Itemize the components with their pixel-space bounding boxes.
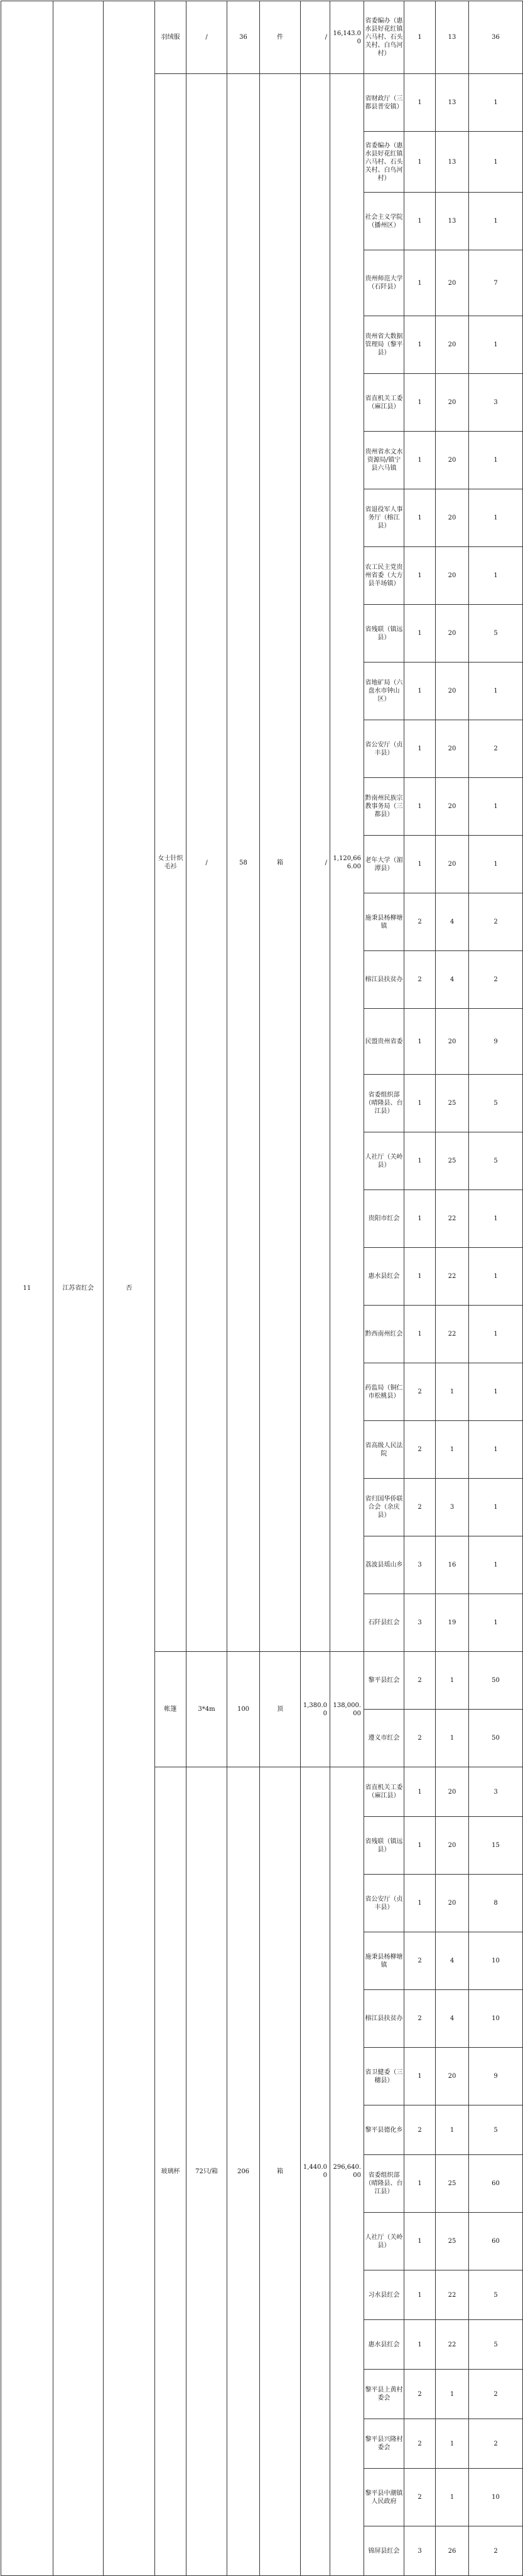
- recipient-cell: 省委编办（惠水县好花红镇六马村、石头关村、白鸟河村）: [364, 132, 404, 193]
- col-b-cell: 20: [436, 489, 469, 547]
- recipient-cell: 省残联（镇远县）: [364, 1817, 404, 1875]
- item-qty-cell: 100: [227, 1652, 260, 1767]
- col-b-cell: 25: [436, 2213, 469, 2270]
- item-unit-cell: 件: [260, 1, 301, 74]
- recipient-cell: 惠水县红会: [364, 2320, 404, 2370]
- col-a-cell: 1: [404, 1009, 436, 1075]
- col-a-cell: 1: [404, 1306, 436, 1363]
- col-a-cell: 1: [404, 1817, 436, 1875]
- col-c-cell: 5: [469, 2105, 523, 2155]
- col-b-cell: 20: [436, 720, 469, 778]
- col-c-cell: 1: [469, 316, 523, 374]
- col-a-cell: 1: [404, 132, 436, 193]
- col-a-cell: 1: [404, 74, 436, 132]
- col-b-cell: 22: [436, 1248, 469, 1306]
- recipient-cell: 石阡县红会: [364, 1594, 404, 1652]
- col-b-cell: 13: [436, 132, 469, 193]
- col-a-cell: 1: [404, 489, 436, 547]
- item-unit-cell: 箱: [260, 1767, 301, 2576]
- recipient-cell: 农工民主党贵州省委（大方县羊场镇）: [364, 547, 404, 605]
- col-b-cell: 20: [436, 1767, 469, 1817]
- col-c-cell: 10: [469, 1932, 523, 1990]
- donation-table: [1, 1, 523, 2576]
- col-a-cell: 1: [404, 2320, 436, 2370]
- col-a-cell: 2: [404, 1990, 436, 2048]
- col-b-cell: 20: [436, 316, 469, 374]
- col-c-cell: 50: [469, 1652, 523, 1710]
- item-spec-cell: /: [186, 74, 227, 1652]
- col-a-cell: 3: [404, 1536, 436, 1594]
- col-b-cell: 25: [436, 1132, 469, 1190]
- recipient-cell: 药监局（铜仁市松桃县）: [364, 1363, 404, 1421]
- col-a-cell: 1: [404, 2155, 436, 2213]
- table-row: [1, 1, 523, 74]
- col-b-cell: 1: [436, 1421, 469, 1479]
- recipient-cell: 荔波县瑶山乡: [364, 1536, 404, 1594]
- item-price-cell: /: [301, 74, 330, 1652]
- col-c-cell: 1: [469, 489, 523, 547]
- item-amount-cell: 16,143.00: [330, 1, 364, 74]
- col-c-cell: 8: [469, 1875, 523, 1932]
- col-b-cell: 1: [436, 2469, 469, 2526]
- col-a-cell: 1: [404, 316, 436, 374]
- col-b-cell: 25: [436, 2155, 469, 2213]
- item-name-cell: 女士针织毛衫: [155, 74, 186, 1652]
- col-b-cell: 13: [436, 1, 469, 74]
- col-b-cell: 3: [436, 1479, 469, 1536]
- col-b-cell: 1: [436, 1363, 469, 1421]
- col-c-cell: 1: [469, 1306, 523, 1363]
- seq-cell: 11: [1, 1, 53, 2576]
- col-b-cell: 13: [436, 193, 469, 250]
- recipient-cell: 社会主义学院（播州区）: [364, 193, 404, 250]
- recipient-cell: 省公安厅（贞丰县）: [364, 720, 404, 778]
- item-qty-cell: 206: [227, 1767, 260, 2576]
- col-a-cell: 1: [404, 836, 436, 893]
- col-b-cell: 13: [436, 74, 469, 132]
- col-c-cell: 5: [469, 1075, 523, 1132]
- col-a-cell: 1: [404, 720, 436, 778]
- col-a-cell: 1: [404, 605, 436, 663]
- col-a-cell: 1: [404, 1075, 436, 1132]
- recipient-cell: 省财政厅（三都县普安镇）: [364, 74, 404, 132]
- col-c-cell: 60: [469, 2213, 523, 2270]
- col-a-cell: 3: [404, 1594, 436, 1652]
- col-c-cell: 7: [469, 250, 523, 316]
- col-a-cell: 1: [404, 1190, 436, 1248]
- col-b-cell: 20: [436, 2048, 469, 2105]
- col-a-cell: 2: [404, 1932, 436, 1990]
- col-a-cell: 1: [404, 1875, 436, 1932]
- recipient-cell: 榕江县扶贫办: [364, 951, 404, 1009]
- col-b-cell: 20: [436, 1875, 469, 1932]
- col-c-cell: 1: [469, 547, 523, 605]
- item-price-cell: 1,440.00: [301, 1767, 330, 2576]
- col-c-cell: 2: [469, 951, 523, 1009]
- table-body: [1, 1, 523, 2576]
- col-a-cell: 2: [404, 1421, 436, 1479]
- recipient-cell: 施秉县杨柳塘镇: [364, 1932, 404, 1990]
- col-c-cell: 1: [469, 193, 523, 250]
- col-c-cell: 50: [469, 1710, 523, 1767]
- col-b-cell: 25: [436, 1075, 469, 1132]
- col-a-cell: 1: [404, 2048, 436, 2105]
- col-b-cell: 4: [436, 1932, 469, 1990]
- col-b-cell: 19: [436, 1594, 469, 1652]
- col-b-cell: 20: [436, 663, 469, 720]
- recipient-cell: 省地矿局（六盘水市钟山区）: [364, 663, 404, 720]
- col-c-cell: 2: [469, 2526, 523, 2576]
- recipient-cell: 黎平县兴隆村委会: [364, 2419, 404, 2469]
- item-qty-cell: 58: [227, 74, 260, 1652]
- recipient-cell: 榕江县扶贫办: [364, 1990, 404, 2048]
- col-c-cell: 1: [469, 1363, 523, 1421]
- col-c-cell: 1: [469, 432, 523, 489]
- item-price-cell: /: [301, 1, 330, 74]
- col-c-cell: 1: [469, 1248, 523, 1306]
- recipient-cell: 贵阳市红会: [364, 1190, 404, 1248]
- col-c-cell: 10: [469, 2469, 523, 2526]
- col-a-cell: 2: [404, 1479, 436, 1536]
- item-spec-cell: /: [186, 1, 227, 74]
- col-a-cell: 2: [404, 2105, 436, 2155]
- col-a-cell: 1: [404, 1132, 436, 1190]
- col-c-cell: 5: [469, 2320, 523, 2370]
- col-a-cell: 1: [404, 1248, 436, 1306]
- recipient-cell: 民盟贵州省委: [364, 1009, 404, 1075]
- recipient-cell: 省直机关工委（麻江县）: [364, 1767, 404, 1817]
- recipient-cell: 省残联（镇远县）: [364, 605, 404, 663]
- col-c-cell: 2: [469, 2419, 523, 2469]
- col-a-cell: 1: [404, 1767, 436, 1817]
- col-b-cell: 20: [436, 836, 469, 893]
- col-c-cell: 5: [469, 2270, 523, 2320]
- col-c-cell: 60: [469, 2155, 523, 2213]
- item-qty-cell: 36: [227, 1, 260, 74]
- col-a-cell: 1: [404, 1, 436, 74]
- col-a-cell: 2: [404, 2469, 436, 2526]
- col-a-cell: 1: [404, 432, 436, 489]
- recipient-cell: 黎平县上黄村委会: [364, 2370, 404, 2419]
- col-a-cell: 1: [404, 778, 436, 836]
- recipient-cell: 老年大学（湄潭县）: [364, 836, 404, 893]
- col-c-cell: 1: [469, 1190, 523, 1248]
- item-amount-cell: 138,000.00: [330, 1652, 364, 1767]
- col-b-cell: 4: [436, 951, 469, 1009]
- item-unit-cell: 箱: [260, 74, 301, 1652]
- col-b-cell: 4: [436, 893, 469, 951]
- item-unit-cell: 顶: [260, 1652, 301, 1767]
- recipient-cell: 施秉县杨柳塘镇: [364, 893, 404, 951]
- recipient-cell: 省委组织部（晴隆县、台江县）: [364, 1075, 404, 1132]
- col-a-cell: 2: [404, 1363, 436, 1421]
- col-c-cell: 1: [469, 1421, 523, 1479]
- col-b-cell: 20: [436, 1009, 469, 1075]
- col-c-cell: 1: [469, 836, 523, 893]
- recipient-cell: 黔西南州红会: [364, 1306, 404, 1363]
- col-b-cell: 16: [436, 1536, 469, 1594]
- col-a-cell: 2: [404, 2419, 436, 2469]
- col-b-cell: 20: [436, 547, 469, 605]
- col-c-cell: 5: [469, 605, 523, 663]
- recipient-cell: 省归国华侨联合会（余庆县）: [364, 1479, 404, 1536]
- recipient-cell: 遵义市红会: [364, 1710, 404, 1767]
- col-b-cell: 22: [436, 1190, 469, 1248]
- item-amount-cell: 296,640.00: [330, 1767, 364, 2576]
- recipient-cell: 省退役军人事务厅（榕江县）: [364, 489, 404, 547]
- flag-cell: 否: [104, 1, 155, 2576]
- recipient-cell: 省直机关工委（麻江县）: [364, 374, 404, 432]
- col-c-cell: 5: [469, 1132, 523, 1190]
- col-b-cell: 22: [436, 2270, 469, 2320]
- item-name-cell: 玻璃杯: [155, 1767, 186, 2576]
- recipient-cell: 省公安厅（贞丰县）: [364, 1875, 404, 1932]
- recipient-cell: 锦屏县红会: [364, 2526, 404, 2576]
- item-name-cell: 帐篷: [155, 1652, 186, 1767]
- col-a-cell: 1: [404, 374, 436, 432]
- recipient-cell: 省高级人民法院: [364, 1421, 404, 1479]
- col-c-cell: 1: [469, 74, 523, 132]
- col-c-cell: 1: [469, 1536, 523, 1594]
- col-b-cell: 1: [436, 2419, 469, 2469]
- donor-cell: 江苏省红会: [53, 1, 104, 2576]
- recipient-cell: 贵州省水文水资源局/镇宁县六马镇: [364, 432, 404, 489]
- col-c-cell: 1: [469, 132, 523, 193]
- col-c-cell: 2: [469, 893, 523, 951]
- col-a-cell: 2: [404, 1652, 436, 1710]
- recipient-cell: 习水县红会: [364, 2270, 404, 2320]
- col-c-cell: 2: [469, 720, 523, 778]
- recipient-cell: 贵州省大数据管理局（黎平县）: [364, 316, 404, 374]
- col-b-cell: 1: [436, 2370, 469, 2419]
- col-b-cell: 20: [436, 778, 469, 836]
- col-b-cell: 22: [436, 1306, 469, 1363]
- col-a-cell: 2: [404, 1710, 436, 1767]
- col-b-cell: 20: [436, 432, 469, 489]
- col-a-cell: 2: [404, 893, 436, 951]
- item-spec-cell: 3*4m: [186, 1652, 227, 1767]
- item-price-cell: 1,380.00: [301, 1652, 330, 1767]
- col-b-cell: 4: [436, 1990, 469, 2048]
- col-c-cell: 1: [469, 778, 523, 836]
- recipient-cell: 黎平县德化乡: [364, 2105, 404, 2155]
- col-a-cell: 2: [404, 951, 436, 1009]
- recipient-cell: 黎平县中潮镇人民政府: [364, 2469, 404, 2526]
- col-c-cell: 1: [469, 663, 523, 720]
- recipient-cell: 惠水县红会: [364, 1248, 404, 1306]
- col-a-cell: 1: [404, 547, 436, 605]
- recipient-cell: 人社厅（关岭县）: [364, 2213, 404, 2270]
- col-c-cell: 3: [469, 374, 523, 432]
- recipient-cell: 省委编办（惠水县好花红镇六马村、石头关村、白鸟河村）: [364, 1, 404, 74]
- col-c-cell: 2: [469, 2370, 523, 2419]
- col-c-cell: 9: [469, 1009, 523, 1075]
- col-b-cell: 22: [436, 2320, 469, 2370]
- recipient-cell: 黎平县红会: [364, 1652, 404, 1710]
- col-a-cell: 1: [404, 2213, 436, 2270]
- col-a-cell: 1: [404, 663, 436, 720]
- item-amount-cell: 1,120,666.00: [330, 74, 364, 1652]
- col-c-cell: 10: [469, 1990, 523, 2048]
- col-b-cell: 20: [436, 605, 469, 663]
- col-b-cell: 1: [436, 1710, 469, 1767]
- col-a-cell: 1: [404, 250, 436, 316]
- col-c-cell: 1: [469, 1479, 523, 1536]
- col-c-cell: 9: [469, 2048, 523, 2105]
- col-b-cell: 20: [436, 374, 469, 432]
- item-name-cell: 羽绒服: [155, 1, 186, 74]
- col-b-cell: 26: [436, 2526, 469, 2576]
- col-a-cell: 1: [404, 193, 436, 250]
- recipient-cell: 人社厅（关岭县）: [364, 1132, 404, 1190]
- col-c-cell: 36: [469, 1, 523, 74]
- recipient-cell: 省委组织部（晴隆县、台江县）: [364, 2155, 404, 2213]
- item-spec-cell: 72只/箱: [186, 1767, 227, 2576]
- recipient-cell: 贵州师范大学（石阡县）: [364, 250, 404, 316]
- col-a-cell: 3: [404, 2526, 436, 2576]
- col-b-cell: 20: [436, 250, 469, 316]
- recipient-cell: 省卫健委（三穗县）: [364, 2048, 404, 2105]
- recipient-cell: 黔南州民族宗教事务局（三都县）: [364, 778, 404, 836]
- col-b-cell: 1: [436, 2105, 469, 2155]
- col-c-cell: 15: [469, 1817, 523, 1875]
- col-c-cell: 3: [469, 1767, 523, 1817]
- col-b-cell: 20: [436, 1817, 469, 1875]
- col-c-cell: 1: [469, 1594, 523, 1652]
- col-b-cell: 1: [436, 1652, 469, 1710]
- col-a-cell: 2: [404, 2370, 436, 2419]
- col-a-cell: 1: [404, 2270, 436, 2320]
